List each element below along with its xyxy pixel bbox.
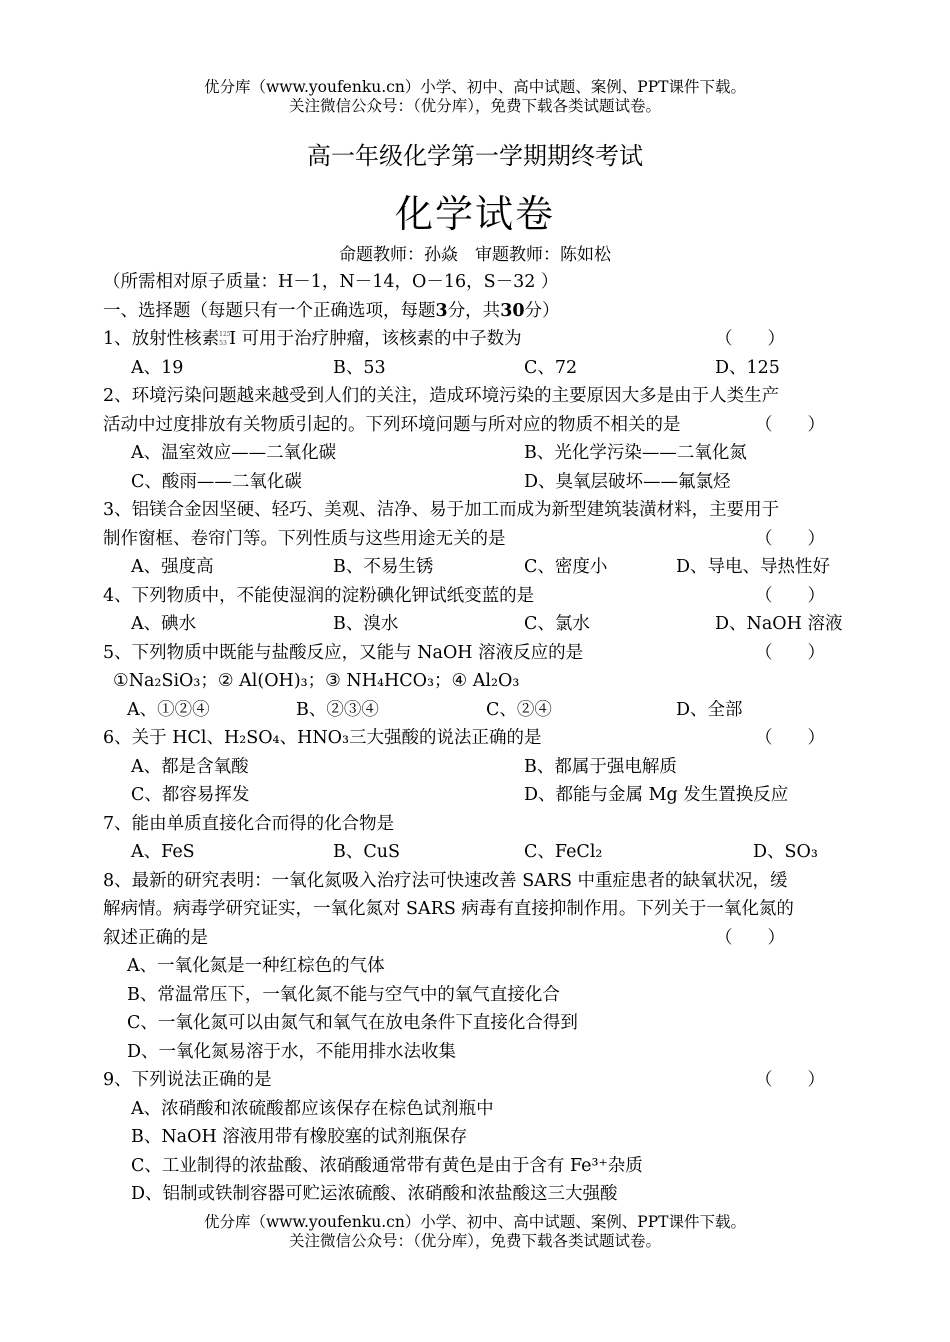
- question-2-stem-1: 2、环境污染问题越来越受到人们的关注，造成环境污染的主要原因大多是由于人类生产: [103, 386, 780, 406]
- footer-line-1: 优分库（www.youfenku.cn）小学、初中、高中试题、案例、PPT课件下载。: [203, 1213, 747, 1231]
- option-d: D、125: [715, 357, 780, 378]
- option-c: C、一氧化氮可以由氮气和氧气在放电条件下直接化合得到: [127, 1013, 578, 1033]
- option-a: A、①②④: [127, 699, 210, 720]
- option-c: C、②④: [486, 699, 552, 720]
- option-a: A、碘水: [131, 614, 197, 634]
- option-d: D、NaOH 溶液: [715, 614, 843, 634]
- question-6-options-ab: [103, 753, 849, 782]
- option-d: D、导电、导热性好: [676, 557, 831, 577]
- answer-bracket: （ ）: [755, 528, 825, 549]
- exam-title: 高一年级化学第一学期期终考试: [307, 142, 643, 170]
- question-5-options: [103, 696, 849, 725]
- question-1-stem: 1、放射性核素 125 53 I 可用于治疗肿瘤，该核素的中子数为 （ ）: [103, 325, 849, 354]
- question-2-stem-2: 活动中过度排放有关物质引起的。下列环境问题与所对应的物质不相关的是 （ ）: [103, 411, 849, 440]
- option-b: B、溴水: [333, 614, 399, 634]
- answer-bracket: （ ）: [755, 585, 825, 606]
- option-a: A、温室效应——二氧化碳: [131, 443, 337, 463]
- header-line-2: 关注微信公众号：（优分库），免费下载各类试题试卷。: [288, 97, 661, 115]
- option-b: B、不易生锈: [333, 557, 434, 577]
- question-4-options: [103, 610, 849, 639]
- option-a: A、19: [131, 357, 184, 378]
- question-6-options-cd: [103, 781, 849, 810]
- answer-bracket: （ ）: [715, 329, 785, 349]
- option-b: B、CuS: [333, 842, 401, 862]
- option-c: C、氯水: [524, 614, 590, 634]
- option-d: D、臭氧层破坏——氟氯烃: [524, 471, 731, 492]
- option-c: C、都容易挥发: [131, 785, 250, 805]
- option-b: B、NaOH 溶液用带有橡胶塞的试剂瓶保存: [131, 1127, 468, 1147]
- question-2-options-ab: [103, 439, 849, 468]
- option-d: D、SO₃: [753, 842, 818, 862]
- question-3-stem-1: 3、铝镁合金因坚硬、轻巧、美观、洁净、易于加工而成为新型建筑装潢材料，主要用于: [103, 500, 780, 520]
- answer-bracket: （ ）: [755, 728, 825, 748]
- option-a: A、都是含氧酸: [131, 756, 249, 777]
- option-b: B、53: [333, 357, 386, 378]
- question-9-stem: 9、下列说法正确的是 （ ）: [103, 1066, 849, 1095]
- question-4-stem: 4、下列物质中，不能使湿润的淀粉碘化钾试纸变蓝的是 （ ）: [103, 582, 849, 611]
- option-a: A、强度高: [131, 557, 214, 577]
- option-d: D、都能与金属 Mg 发生置换反应: [524, 785, 789, 805]
- question-2-options-cd: [103, 468, 849, 497]
- option-a: A、FeS: [131, 842, 195, 862]
- option-a: A、一氧化氮是一种红棕色的气体: [127, 956, 385, 976]
- question-3-options: [103, 553, 849, 582]
- question-3-stem-2: 制作窗框、卷帘门等。下列性质与这些用途无关的是 （ ）: [103, 525, 849, 554]
- authors-line: 命题教师：孙焱 审题教师：陈如松: [339, 245, 611, 265]
- question-8-stem-2: 解病情。病毒学研究证实，一氧化氮对 SARS 病毒有直接抑制作用。下列关于一氧化氮的: [103, 899, 794, 919]
- section-heading: 一、选择题（每题只有一个正确选项，每题3分，共30分）: [103, 300, 560, 321]
- page-header: [0, 78, 950, 116]
- option-c: C、FeCl₂: [524, 842, 603, 862]
- header-line-1: 优分库（www.youfenku.cn）小学、初中、高中试题、案例、PPT课件下载。: [203, 78, 747, 96]
- option-b: B、②③④: [296, 699, 379, 720]
- option-c: C、工业制得的浓盐酸、浓硝酸通常带有黄色是由于含有 Fe³⁺杂质: [131, 1155, 643, 1176]
- question-5-stem: 5、下列物质中既能与盐酸反应，又能与 NaOH 溶液反应的是 （ ）: [103, 639, 849, 668]
- option-d: D、全部: [676, 699, 743, 720]
- option-d: D、一氧化氮易溶于水，不能用排水法收集: [127, 1041, 457, 1062]
- question-6-stem: 6、关于 HCl、H₂SO₄、HNO₃三大强酸的说法正确的是 （ ）: [103, 724, 849, 753]
- question-7-stem: 7、能由单质直接化合而得的化合物是: [103, 813, 395, 834]
- question-1-options: [103, 354, 849, 383]
- nuclide-symbol: 125 53: [219, 330, 231, 347]
- answer-bracket: （ ）: [755, 414, 825, 435]
- option-a: A、浓硝酸和浓硫酸都应该保存在棕色试剂瓶中: [131, 1098, 494, 1119]
- option-c: C、酸雨——二氧化碳: [131, 471, 302, 492]
- answer-bracket: （ ）: [755, 642, 825, 663]
- option-b: B、常温常压下，一氧化氮不能与空气中的氧气直接化合: [127, 984, 560, 1005]
- option-c: C、72: [524, 357, 578, 378]
- option-b: B、光化学污染——二氧化氮: [524, 443, 747, 463]
- question-8-stem-1: 8、最新的研究表明：一氧化氮吸入治疗法可快速改善 SARS 中重症患者的缺氧状况，缓: [103, 870, 788, 891]
- question-5-items: ①Na₂SiO₃；② Al(OH)₃；③ NH₄HCO₃；④ Al₂O₃: [113, 671, 520, 691]
- exam-subtitle: 化学试卷: [394, 192, 555, 236]
- answer-bracket: （ ）: [755, 1070, 825, 1090]
- page-footer: [0, 1213, 950, 1251]
- footer-line-2: 关注微信公众号：（优分库），免费下载各类试题试卷。: [288, 1232, 661, 1250]
- option-b: B、都属于强电解质: [524, 756, 677, 777]
- option-c: C、密度小: [524, 557, 608, 577]
- option-d: D、铝制或铁制容器可贮运浓硫酸、浓硝酸和浓盐酸这三大强酸: [131, 1184, 618, 1204]
- question-7-options: [103, 838, 849, 867]
- answer-bracket: （ ）: [715, 927, 785, 948]
- question-8-stem-3: 叙述正确的是 （ ）: [103, 924, 849, 953]
- atomic-mass-note: （所需相对原子质量：H－1，N－14，O－16，S－32 ）: [103, 272, 559, 292]
- exam-body: [103, 268, 849, 1209]
